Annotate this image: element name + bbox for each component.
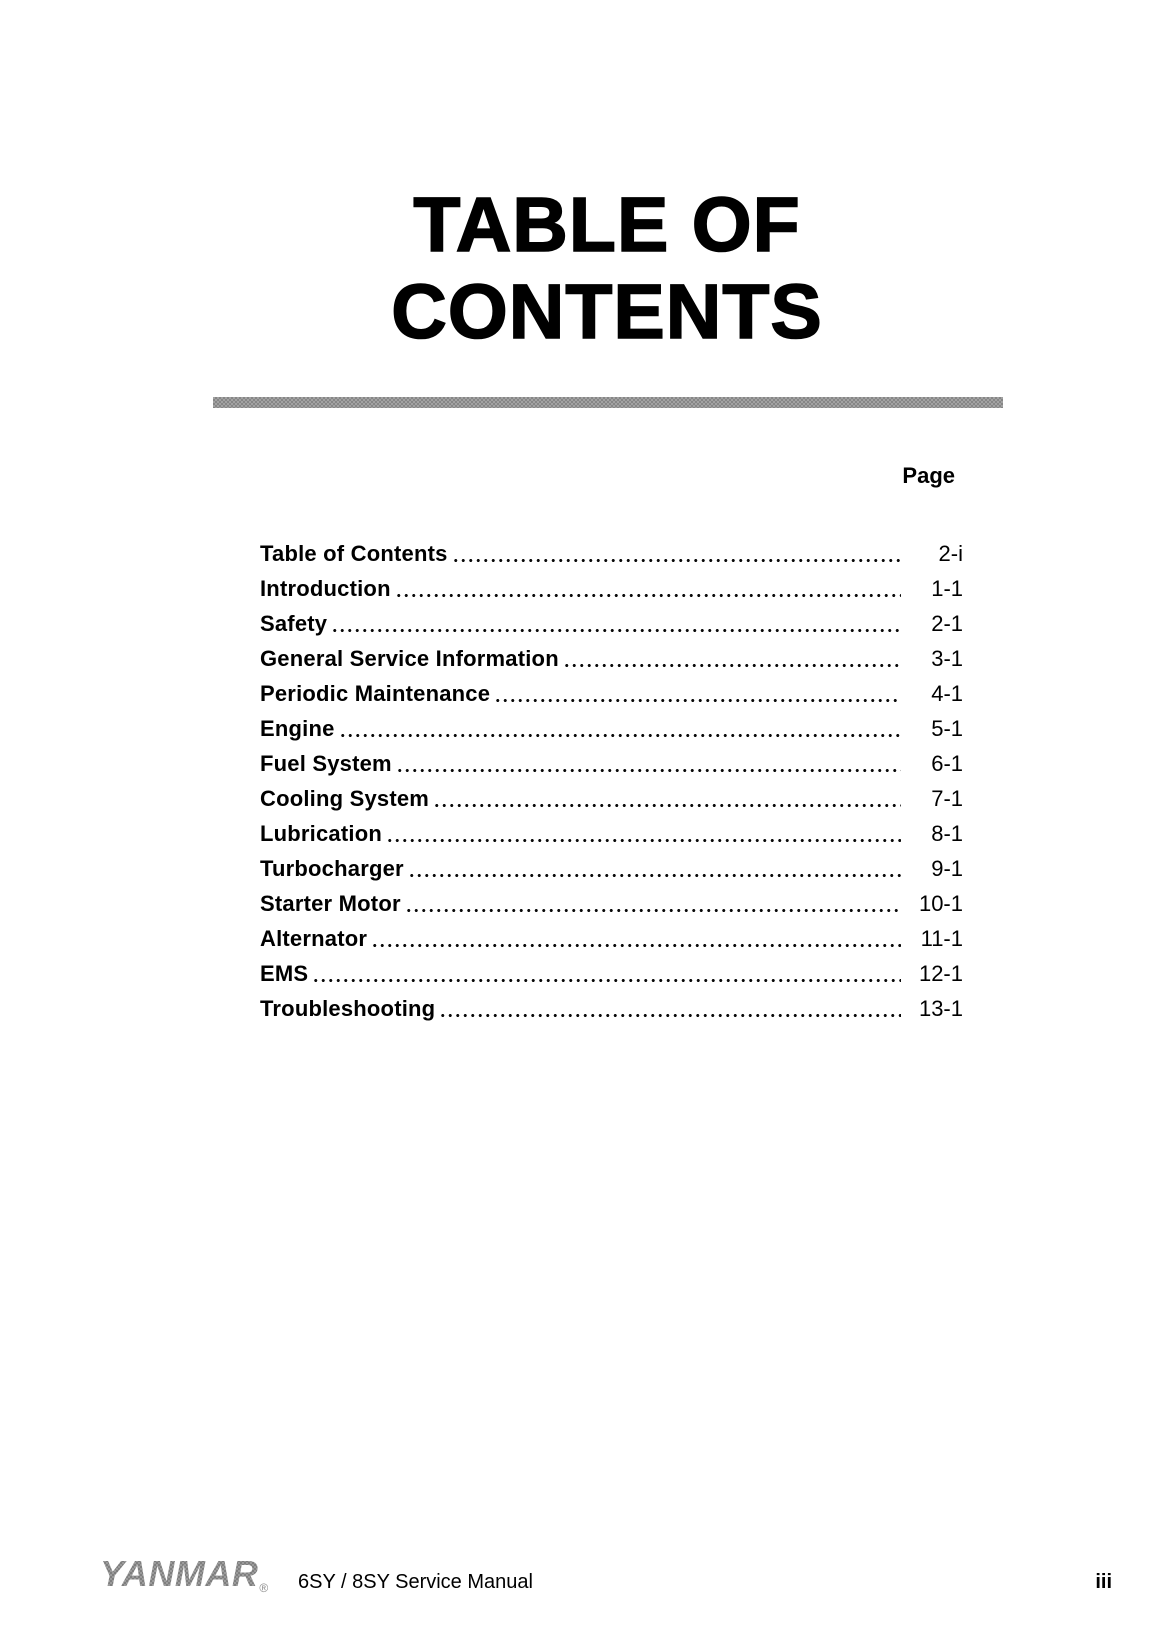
toc-entry-label: Safety: [260, 610, 328, 636]
toc-entry-page: 4-1: [931, 680, 963, 706]
toc-row: [260, 641, 963, 676]
toc-row: [260, 851, 963, 886]
dot-leader: [494, 676, 901, 711]
footer-manual-name: 6SY / 8SY Service Manual: [298, 1571, 533, 1593]
dot-leader: [312, 956, 901, 991]
toc-row: [260, 536, 963, 571]
dot-leader: [339, 711, 901, 746]
dot-leader: [452, 536, 901, 571]
toc-entry-label: Starter Motor: [260, 890, 401, 916]
toc-row: [260, 676, 963, 711]
footer-brand: [100, 1553, 269, 1595]
toc-row: [260, 921, 963, 956]
toc-entry-page: 1-1: [931, 575, 963, 601]
toc-row: [260, 886, 963, 921]
toc-entry-page: 13-1: [918, 995, 963, 1021]
toc-list: [260, 536, 963, 1026]
toc-row: [260, 571, 963, 606]
divider-bar: [213, 397, 1003, 408]
toc-entry-label: Lubrication: [260, 820, 382, 846]
dot-leader: [331, 606, 901, 641]
dot-leader: [395, 571, 901, 606]
dot-leader: [433, 781, 901, 816]
toc-row: [260, 816, 963, 851]
page-title: [212, 182, 1002, 356]
toc-entry-page: 7-1: [931, 785, 963, 811]
page-title-line2: CONTENTS: [391, 269, 823, 355]
toc-row: [260, 956, 963, 991]
toc-row: [260, 746, 963, 781]
dot-leader: [563, 641, 901, 676]
toc-entry-page: 6-1: [931, 750, 963, 776]
toc-entry-page: 11-1: [920, 925, 963, 951]
page-column-header: Page: [902, 463, 955, 488]
toc-entry-label: Introduction: [260, 575, 391, 601]
toc-row: [260, 711, 963, 746]
page-title-line1: TABLE OF: [413, 182, 801, 268]
dot-leader: [405, 886, 901, 921]
toc-entry-page: 10-1: [918, 890, 963, 916]
toc-entry-page: 12-1: [918, 960, 963, 986]
dot-leader: [396, 746, 901, 781]
dot-leader: [371, 921, 901, 956]
toc-entry-label: Fuel System: [260, 750, 392, 776]
toc-row: [260, 991, 963, 1026]
toc-entry-label: General Service Information: [260, 645, 559, 671]
toc-entry-page: 8-1: [931, 820, 963, 846]
footer-page-number: iii: [1095, 1571, 1112, 1593]
toc-entry-label: Alternator: [260, 925, 368, 951]
registered-trademark-icon: ®: [259, 1581, 269, 1595]
yanmar-logo: YANMAR: [100, 1553, 259, 1594]
toc-entry-label: Table of Contents: [260, 540, 448, 566]
toc-entry-page: 2-1: [931, 610, 963, 636]
toc-entry-label: Periodic Maintenance: [260, 680, 491, 706]
dot-leader: [408, 851, 901, 886]
table-of-contents: [260, 463, 963, 1026]
toc-entry-label: Troubleshooting: [260, 995, 436, 1021]
toc-row: [260, 781, 963, 816]
toc-entry-label: EMS: [260, 960, 309, 986]
toc-row: [260, 606, 963, 641]
toc-entry-page: 3-1: [931, 645, 963, 671]
dot-leader: [439, 991, 901, 1026]
toc-entry-label: Engine: [260, 715, 335, 741]
toc-entry-label: Turbocharger: [260, 855, 404, 881]
toc-entry-page: 5-1: [931, 715, 963, 741]
toc-entry-label: Cooling System: [260, 785, 430, 811]
toc-entry-page: 9-1: [931, 855, 963, 881]
dot-leader: [386, 816, 901, 851]
toc-entry-page: 2-i: [938, 540, 963, 566]
